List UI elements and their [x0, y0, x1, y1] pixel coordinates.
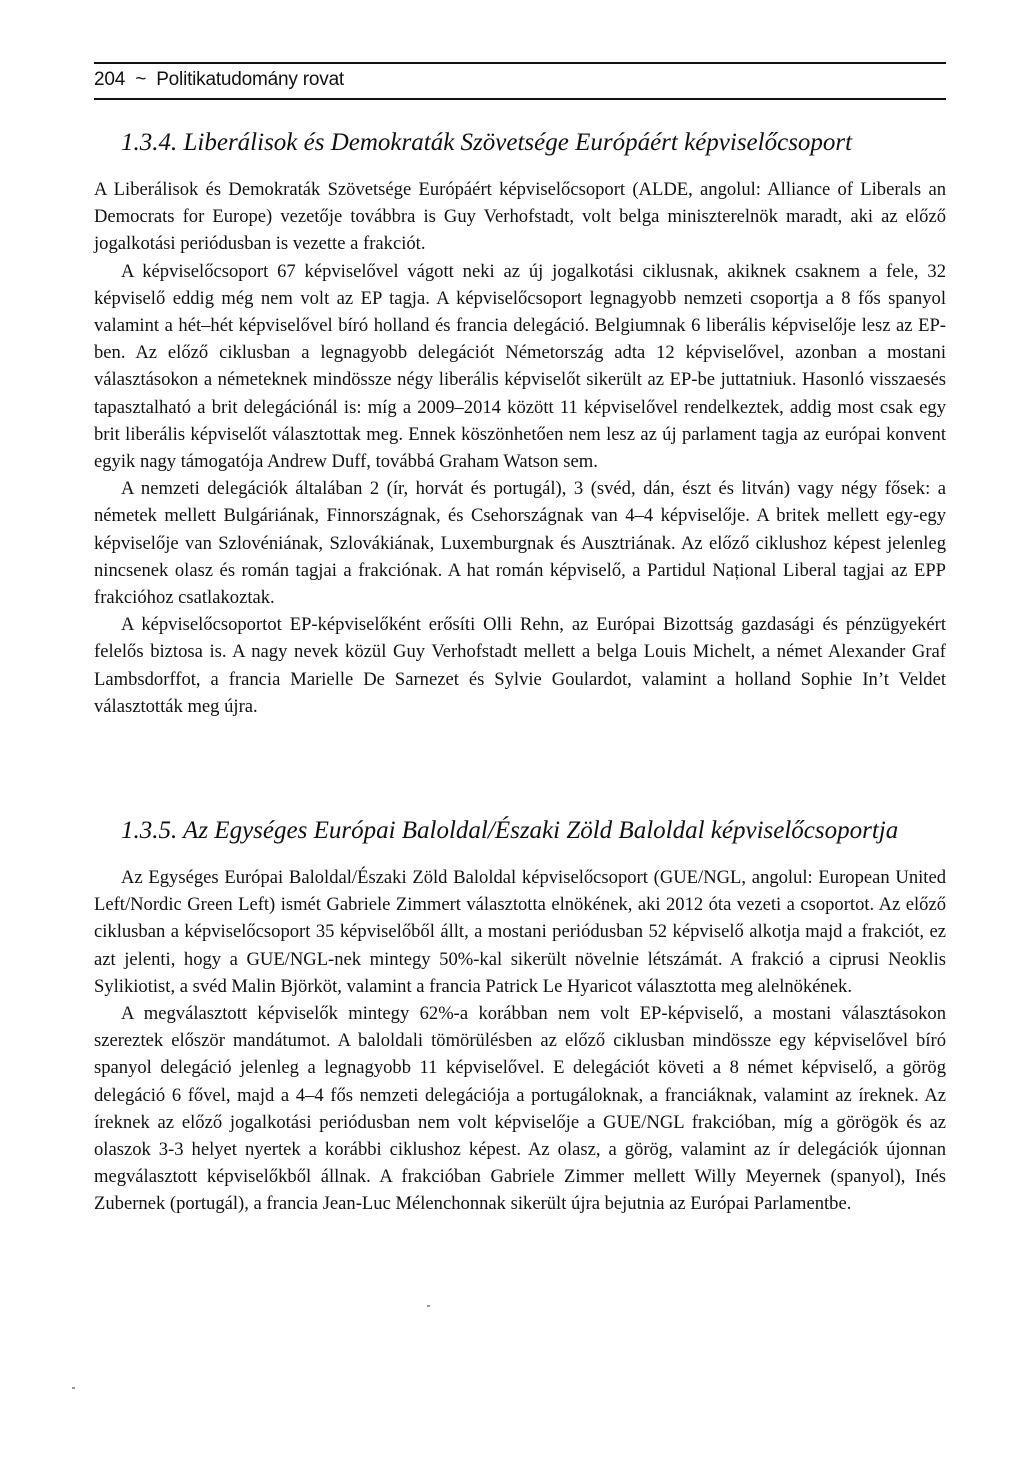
running-header [94, 62, 946, 100]
page-number: 204 [94, 69, 126, 90]
paragraph: A képviselőcsoportot EP-képviselőként erősíti Olli Rehn, az Európai Bizottság gazdasági és pénzügyekért felelős biztosa is. A nagy nevek közül Guy Verhofstadt mellett a belga Louis Michelt, a német Alexander Graf Lambsdorffot, a francia Marielle De Sarnezet és Sylvie Goulardot, valamint a holland Sophie In’t Veldet választották meg újra. [94, 614, 946, 717]
section-1-3-4 [94, 126, 946, 720]
paragraph: Az Egységes Európai Baloldal/Északi Zöld Baloldal képviselőcsoport (GUE/NGL, angolul: European United Left/Nordic Green Left) ismét Gabriele Zimmert választotta elnökének, aki 2012 óta vezeti a csoportot. Az előző ciklusban a képviselőcsoport 35 képviselőből állt, a mostani periódusban 52 képviselő alkotja majd a frakciót, ez azt jelenti, hogy a GUE/NGL-nek mintegy 50%-kal sikerült növelnie létszámát. A frakció a ciprusi Neoklis Sylikiotist, a svéd Malin Björköt, valamint a francia Patrick Le Hyaricot választotta meg alelnökének. [94, 867, 946, 997]
header-rule-bottom [94, 98, 946, 100]
section-name: Politikatudomány rovat [156, 69, 345, 90]
scan-speck [427, 1305, 430, 1307]
header-separator: ~ [135, 69, 147, 90]
section-title: 1.3.4. Liberálisok és Demokraták Szövetsége Európáért képviselőcsoport [121, 129, 853, 156]
paragraph: A nemzeti delegációk általában 2 (ír, horvát és portugál), 3 (svéd, dán, észt és litván) vagy négy fősek: a németek mellett Bulgáriának, Finnországnak, és Csehországnak van 4–4 képviselője. A britek mellett egy-egy képviselője van Szlovéniának, Szlovákiának, Luxemburgnak és Ausztriának. Az előző ciklushoz képest jelenleg nincsenek olasz és román tagjai a frakciónak. A hat román képviselő, a Partidul Național Liberal tagjai az EPP frakcióhoz csatlakoztak. [94, 478, 946, 609]
section-1-3-5 [94, 814, 946, 1218]
header-text [94, 64, 946, 92]
paragraph: A képviselőcsoport 67 képviselővel vágott neki az új jogalkotási ciklusnak, akiknek csaknem a fele, 32 képviselő eddig még nem volt az EP tagja. A képviselőcsoport legnagyobb nemzeti csoportja a 8 fős spanyol valamint a hét–hét képviselővel bíró holland és francia delegáció. Belgiumnak 6 liberális képviselője lesz az EP-ben. Az előző ciklusban a legnagyobb delegációt Németország adta 12 képviselővel, azonban a mostani választásokon a németeknek mindössze négy liberális képviselőt sikerült az EP-be juttatniuk. Hasonló visszaesés tapasztalható a brit delegációnál is: míg a 2009–2014 között 11 képviselővel rendelkeztek, addig most csak egy brit liberális képviselőt választottak meg. Ennek köszönhetően nem lesz az új parlament tagja az európai konvent egyik nagy támogatója Andrew Duff, továbbá Graham Watson sem. [94, 260, 946, 473]
scan-speck [72, 1387, 75, 1389]
section-title: 1.3.5. Az Egységes Európai Baloldal/Északi Zöld Baloldal képviselőcsoportja [121, 817, 899, 844]
paragraph: A megválasztott képviselők mintegy 62%-a korábban nem volt EP-képviselő, a mostani választásokon szereztek először mandátumot. A baloldali tömörülésben az előző ciklusban mindössze egy képviselővel bíró spanyol delegáció jelenleg a legnagyobb 11 képviselővel. E delegációt követi a 8 német képviselő, a görög delegáció 6 fővel, majd a 4–4 fős nemzeti delegációja a portugáloknak, a franciáknak, valamint az íreknek. Az íreknek az előző jogalkotási periódusban nem volt képviselője a GUE/NGL frakcióban, míg a görögök és az olaszok 3-3 helyet nyertek a korábbi ciklushoz képest. Az olasz, a görög, valamint az ír delegációk újonnan megválasztott képviselőkből állnak. A frakcióban Gabriele Zimmer mellett Willy Meyernek (spanyol), Inés Zubernek (portugál), a francia Jean-Luc Mélenchonnak sikerült újra bejutnia az Európai Parlamentbe. [94, 1003, 946, 1215]
paragraph: A Liberálisok és Demokraták Szövetsége Európáért képviselőcsoport (ALDE, angolul: Alliance of Liberals an Democrats for Europe) vezetője továbbra is Guy Verhofstadt, volt belga miniszterelnök maradt, aki az előző jogalkotási periódusban is vezette a frakciót. [94, 179, 946, 255]
